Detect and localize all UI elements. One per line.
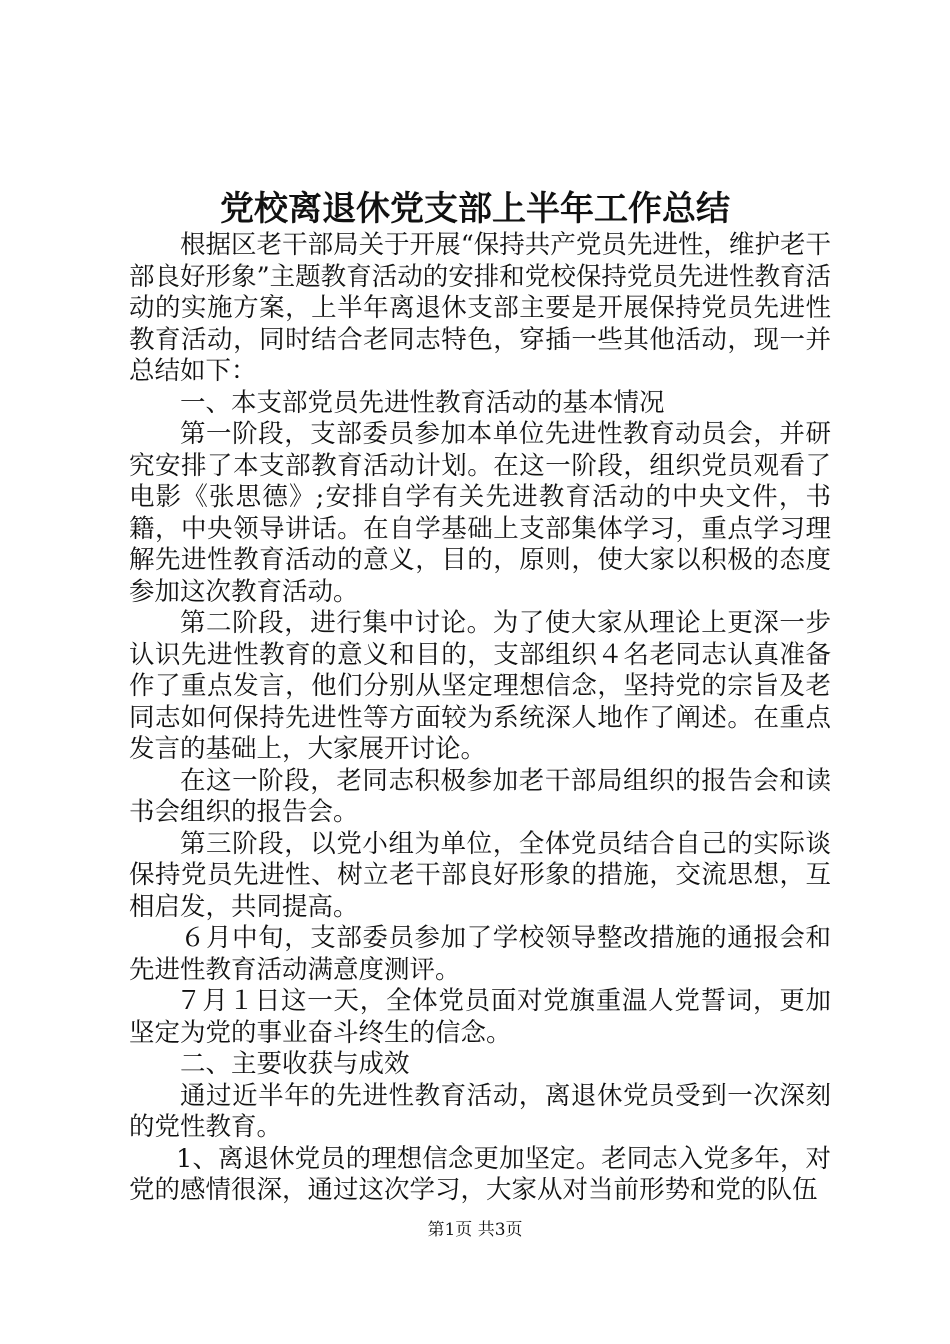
paragraph-stage-1: 第一阶段，支部委员参加本单位先进性教育动员会，并研究安排了本支部教育活动计划。在这一阶段，组织党员观看了电影《张思德》;安排自学有关先进教育活动的中央文件，书籍，中央领导讲话。在自学基础上支部集体学习，重点学习理解先进性教育活动的意义，目的，原则，使大家以积极的态度参加这次教育活动。 xyxy=(129,419,831,607)
paragraph-stage-2-note: 在这一阶段，老同志积极参加老干部局组织的报告会和读书会组织的报告会。 xyxy=(129,765,831,827)
page-number-footer: 第1页 共3页 xyxy=(427,1220,523,1240)
paragraph-june: ６月中旬，支部委员参加了学校领导整改措施的通报会和先进性教育活动满意度测评。 xyxy=(129,923,831,985)
paragraph-stage-3: 第三阶段，以党小组为单位，全体党员结合自己的实际谈保持党员先进性、树立老干部良好形象的措施，交流思想，互相启发，共同提高。 xyxy=(129,828,831,922)
paragraph-results: 通过近半年的先进性教育活动，离退休党员受到一次深刻的党性教育。 xyxy=(129,1080,831,1142)
section-heading-2: 二、主要收获与成效 xyxy=(180,1049,410,1079)
document-body xyxy=(129,230,831,1207)
paragraph-intro: 根据区老干部局关于开展“保持共产党员先进性，维护老干部良好形象”主题教育活动的安排和党校保持党员先进性教育活动的实施方案，上半年离退休支部主要是开展保持党员先进性教育活动，同时结合老同志特色，穿插一些其他活动，现一并总结如下： xyxy=(129,230,831,386)
document-title: 党校离退休党支部上半年工作总结 xyxy=(220,189,730,229)
paragraph-result-1: 1、离退休党员的理想信念更加坚定。老同志入党多年，对党的感情很深，通过这次学习，大家从对当前形势和党的队伍 xyxy=(129,1143,831,1205)
paragraph-july: ７月１日这一天，全体党员面对党旗重温人党誓词，更加坚定为党的事业奋斗终生的信念。 xyxy=(129,986,831,1048)
section-heading-1: 一、本支部党员先进性教育活动的基本情况 xyxy=(180,387,665,418)
paragraph-stage-2: 第二阶段，进行集中讨论。为了使大家从理论上更深一步认识先进性教育的意义和目的，支部组织４名老同志认真准备作了重点发言，他们分别从坚定理想信念，坚持党的宗旨及老同志如何保持先进性等方面较为系统深人地作了阐述。在重点发言的基础上，大家展开讨论。 xyxy=(129,608,831,764)
